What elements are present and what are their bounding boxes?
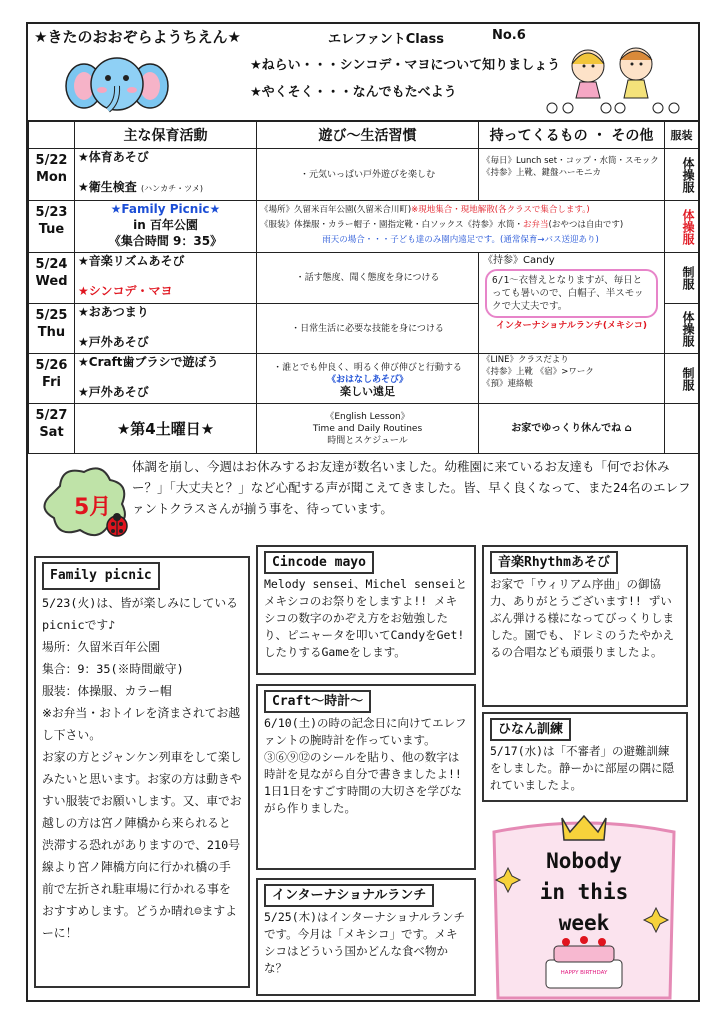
house-icon: ⌂ [624, 422, 632, 434]
date-label: 5/23 [35, 205, 68, 220]
date-header [29, 121, 75, 149]
picnic-place-detail: 《場所》久留米百年公園(久留米合川町) [260, 205, 412, 215]
weekly-schedule-table [28, 120, 699, 454]
activity-cell [75, 253, 257, 304]
month-badge: 5月 [74, 495, 112, 520]
activity-header: 主な保育活動 [75, 121, 257, 149]
nobody-birthday-text [484, 846, 684, 939]
activity-cell [75, 201, 257, 253]
date-cell [29, 304, 75, 354]
nobody-line: Nobody [546, 849, 622, 873]
activity-cell [75, 404, 257, 454]
date-label: 5/25 [35, 308, 68, 323]
items-text: 《持参》Candy [483, 255, 555, 266]
habit-cell [257, 404, 479, 454]
day-label: Mon [35, 170, 68, 185]
play-habits-header: 遊び～生活習慣 [257, 121, 479, 149]
picnic-title: ★Family Picnic★ [110, 202, 221, 216]
activity-text: ★シンコデ・マヨ [78, 284, 173, 298]
craft-clock-body: 6/10(土)の時の記念日に向けてエレファントの腕時計を作っています。③⑥⑨⑫のシールを貼り、他の数字は時計を見ながら自分で書きましたよ!! 1日1日をすごす時間の大切さを学びながら作りました。 [264, 716, 469, 815]
date-cell [29, 404, 75, 454]
family-picnic-body: 5/23(火)は、皆が楽しみにしているpicnicです♪ 場所：久留米百年公園 集合：9：35(※時間厳守) 服装：体操服、カラー帽 ※お弁当・おトイレを済まされてお越し下さい。 お家の方とジャンケン列車をして楽しみたいと思います。お家の方は動きやすい服装でお願いします。又、車でお越しの方は宮ノ陣橋から来られると渋滞する恐れがありますので、210号線より宮ノ陣橋方向に行かれ橋の手前で左折され駐車場に行かれる事をおすすめします。どうか晴れ☺ますよーに！ [42, 596, 242, 940]
habit-cell: ・話す態度、聞く態度を身につける [257, 253, 479, 304]
english-lesson-subtitle: 時間とスケジュール [327, 435, 408, 446]
activity-text: ★戸外あそび [78, 335, 149, 349]
items-text: 《預》連絡帳 [482, 379, 534, 389]
international-lunch-title: インターナショナルランチ [264, 884, 434, 907]
evacuation-drill-body: 5/17(水)は「不審者」の避難訓練をしました。静ーかに部屋の隅に隠れていましたよ。 [490, 744, 674, 792]
day-label: Fri [42, 375, 61, 390]
story-play-label: 《おはなしあそび》 [326, 374, 409, 385]
day-label: Tue [38, 222, 65, 237]
craft-clock-section [256, 684, 476, 870]
date-label: 5/22 [35, 153, 68, 168]
date-label: 5/24 [35, 257, 68, 272]
activity-cell [75, 149, 257, 201]
activity-cell [75, 304, 257, 354]
international-lunch-section [256, 878, 476, 996]
activity-text: ★戸外あそび [78, 385, 149, 399]
newsletter-header [28, 24, 698, 122]
clothes-cell: 制服 [665, 354, 699, 404]
day-label: Thu [37, 325, 66, 340]
date-cell [29, 253, 75, 304]
kids-illustration [540, 36, 690, 116]
date-cell [29, 201, 75, 253]
items-text: 《持参》上靴 《宿》>ワーク [482, 367, 594, 377]
craft-clock-title: Craft～時計～ [264, 690, 371, 713]
cinco-de-mayo-section [256, 545, 476, 675]
items-cell [479, 253, 665, 354]
date-cell [29, 354, 75, 404]
activity-note: (ハンカチ・ツメ) [140, 184, 204, 193]
habit-cell: ・元気いっぱい戸外遊びを楽しむ [257, 149, 479, 201]
music-rhythm-title: 音楽Rhythmあそび [490, 551, 618, 574]
habit-cell [257, 354, 479, 404]
clothes-cell: 体操服 [665, 201, 699, 253]
weekly-intro-text: 体調を崩し、今週はお休みするお友達が数名いました。幼稚園に来ているお友達も「何でお休みー？」「大丈夫と？」など心配する声が聞こえてきました。皆、早く良くなって、また24名のエレファントクラスさんが揃う事を、待っています。 [132, 459, 691, 516]
monthly-aim: ★ねらい・・・シンコデ・マヨについて知りましょう [250, 58, 561, 73]
activity-text: ★体育あそび [78, 150, 149, 164]
picnic-clothes-detail: 《服装》体操服・カラー帽子・園指定靴・白ソックス《持参》水筒・ [260, 220, 523, 230]
picnic-lunch-note: お弁当 [523, 220, 549, 230]
memo-text: 6/1～衣替えとなりますが、毎日とっても暑いので、白帽子、半スモックで大丈夫です。 [492, 275, 644, 312]
schedule-row [29, 149, 699, 201]
items-text: 《持参》上靴、鍵盤ハーモニカ [482, 168, 602, 178]
clothes-header: 服装 [665, 121, 699, 149]
music-rhythm-section [482, 545, 688, 707]
clothes-cell [665, 404, 699, 454]
international-lunch-body: 5/25(木)はインターナショナルランチです。今月は「メキシコ」です。メキシコはどういう国かどんな食べ物かな？ [264, 910, 466, 975]
school-name: ★きたのおおぞらようちえん★ [34, 28, 241, 46]
items-cell [479, 354, 665, 404]
elephant-illustration [38, 52, 238, 116]
schedule-header-row [29, 121, 699, 149]
class-name: エレファントClass [328, 32, 444, 47]
schedule-row [29, 404, 699, 454]
date-label: 5/26 [35, 358, 68, 373]
activity-text: ★第4土曜日★ [116, 419, 215, 438]
clothes-cell: 体操服 [665, 304, 699, 354]
activity-text: ★おあつまり [78, 305, 149, 319]
english-lesson-title: Time and Daily Routines [312, 423, 423, 434]
cinco-de-mayo-body: Melody sensei、Michel senseiとメキシコのお祭りをしますよ!! メキシコの数字のかぞえ方をお勉強したり、ピニャータを叩いてCandyをGet!したりするGameをします。 [264, 577, 468, 659]
items-text: 《毎日》Lunch set・コップ・水筒・スモック [482, 156, 659, 166]
date-cell [29, 149, 75, 201]
family-picnic-section [34, 556, 250, 988]
day-label: Wed [35, 274, 68, 289]
nobody-line: in this [539, 880, 629, 904]
items-cell [479, 149, 665, 201]
picnic-time: 《集合時間 9：35》 [108, 234, 223, 248]
activity-text: ★衛生検査 [78, 180, 137, 194]
activity-cell [75, 354, 257, 404]
picnic-snack-note: (おやつは自由です) [548, 220, 624, 230]
habit-cell: ・日常生活に必要な技能を身につける [257, 304, 479, 354]
music-rhythm-body: お家で「ウィリアム序曲」の御協力、ありがとうございます!! ずいぶん弾ける様になってびっくりしました。園でも、ドレミのうたやかえるの合唱なども頑張りましたよ。 [490, 577, 674, 659]
schedule-row [29, 201, 699, 253]
clothes-cell: 体操服 [665, 149, 699, 201]
international-lunch-note: インターナショナルランチ(メキシコ) [496, 321, 647, 331]
date-label: 5/27 [35, 408, 68, 423]
items-text: 《LINE》クラスだより [482, 355, 569, 365]
ladybug-icon [104, 512, 130, 538]
rain-plan-note: 雨天の場合・・・子ども達のみ園内遠足です。(通常保育→バス送迎あり) [322, 235, 599, 245]
items-cell [479, 404, 665, 454]
evacuation-drill-section [482, 712, 688, 802]
issue-number: No.6 [492, 28, 526, 43]
habit-text: ・誰とでも仲良く、明るく伸び伸びと行動する [273, 362, 462, 373]
items-text: お家でゆっくり休んでね [511, 422, 622, 434]
picnic-details-cell [257, 201, 665, 253]
english-lesson-label: 《English Lesson》 [325, 411, 410, 422]
items-header: 持ってくるもの ・ その他 [479, 121, 665, 149]
picnic-meeting-note: ※現地集合・現地解散(各クラスで集合します。) [411, 205, 590, 215]
evacuation-drill-title: ひなん訓練 [490, 718, 571, 741]
clothes-cell: 制服 [665, 253, 699, 304]
story-play-title: 楽しい遠足 [340, 384, 395, 398]
clothes-change-memo [485, 269, 658, 318]
picnic-place: in 百年公園 [133, 218, 198, 232]
schedule-row [29, 354, 699, 404]
family-picnic-title: Family picnic [42, 562, 160, 590]
monthly-promise: ★やくそく・・・なんでもたべよう [250, 85, 457, 100]
nobody-line: week [558, 911, 610, 935]
day-label: Sat [39, 425, 64, 440]
activity-text: ★Craft歯ブラシで遊ぼう [78, 355, 219, 369]
cake-label: HAPPY BIRTHDAY [560, 970, 608, 976]
schedule-row [29, 253, 699, 304]
cinco-de-mayo-title: Cincode mayo [264, 551, 374, 574]
activity-text: ★音楽リズムあそび [78, 254, 185, 268]
